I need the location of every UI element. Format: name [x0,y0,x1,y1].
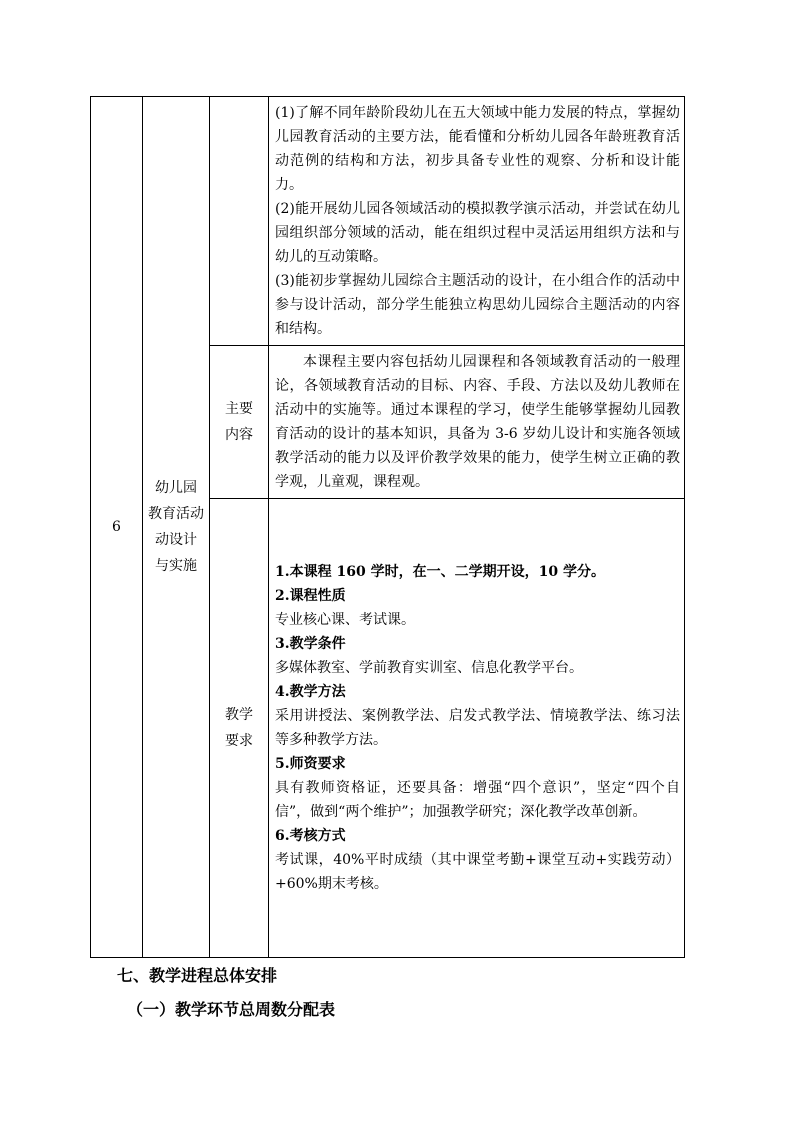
content-text: 本课程主要内容包括幼儿园课程和各领域教育活动的一般理论，各领域教育活动的目标、内容、手段、方法以及幼儿教师在活动中的实施等。通过本课程的学习，使学生能够掌握幼儿园教育活动的设计的基本知识，具备为 3-6 岁幼儿设计和实施各领域教学活动的能力以及评价教学效果的能力，使学生树立正确的教学观，儿童观，课程观。 [275,354,680,490]
content-label: 主要 内容 [225,401,253,443]
requirement-item [275,584,680,632]
requirement-item [275,560,680,584]
content-cell [269,346,685,499]
objective-item: (1)了解不同年龄阶段幼儿在五大领域中能力发展的特点，掌握幼儿园教育活动的主要方法，能看懂和分析幼儿园各年龄班教育活动范例的结构和方法，初步具备专业性的观察、分析和设计能力。 [275,105,680,193]
requirement-item [275,752,680,824]
course-number: 6 [112,519,121,535]
course-name-cell [143,97,210,958]
requirements-label-cell [210,499,269,958]
course-name: 幼儿园 教育活动 动设计 与实施 [148,480,204,574]
objectives-cell [269,97,685,346]
requirement-title: 4.教学方法 [275,684,346,700]
section-heading: 七、教学进程总体安排 [117,966,278,985]
course-number-cell [91,97,143,958]
objective-item: (2)能开展幼儿园各领域活动的模拟教学演示活动，并尝试在幼儿园组织部分领域的活动，能在组织过程中灵活运用组织方法和与幼儿的互动策略。 [275,201,680,265]
requirement-item [275,632,680,680]
subsection-heading: （一）教学环节总周数分配表 [127,1000,336,1019]
requirement-title: 1.本课程 160 学时，在一、二学期开设，10 学分。 [275,564,605,580]
requirement-text: 多媒体教室、学前教育实训室、信息化教学平台。 [275,660,583,676]
requirement-text: 采用讲授法、案例教学法、启发式教学法、情境教学法、练习法等多种教学方法。 [275,708,680,748]
objectives-row [91,97,685,346]
objectives-label-cell [210,97,269,346]
requirement-title: 6.考核方式 [275,828,346,844]
requirement-text: 具有教师资格证，还要具备：增强“四个意识”，坚定“四个自信”，做到“两个维护”；加强教学研究；深化教学改革创新。 [275,780,680,820]
requirement-item [275,680,680,752]
objective-item: (3)能初步掌握幼儿园综合主题活动的设计，在小组合作的活动中参与设计活动，部分学生能独立构思幼儿园综合主题活动的内容和结构。 [275,273,680,337]
requirement-text: 专业核心课、考试课。 [275,612,415,628]
content-label-cell [210,346,269,499]
requirement-text: 考试课，40%平时成绩（其中课堂考勤+课堂互动+实践劳动）+60%期末考核。 [275,852,680,892]
course-table [90,96,685,958]
requirements-label: 教学 要求 [225,707,253,749]
requirements-cell [269,499,685,958]
requirement-title: 3.教学条件 [275,636,346,652]
requirement-title: 2.课程性质 [275,588,346,604]
requirement-title: 5.师资要求 [275,756,346,772]
requirement-item [275,824,680,896]
